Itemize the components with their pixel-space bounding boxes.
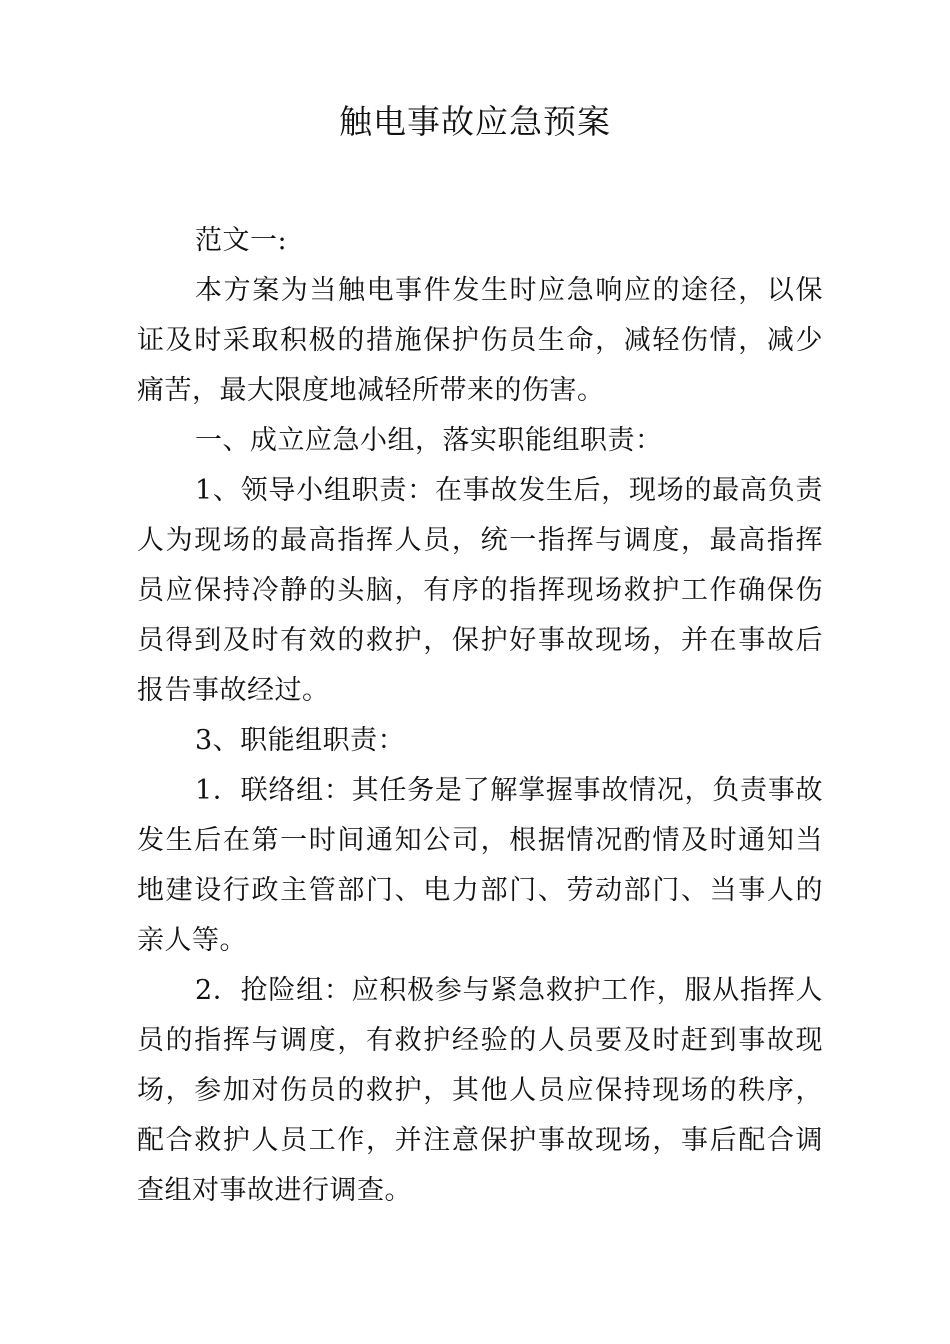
paragraph-rescue-group: 2．抢险组：应积极参与紧急救护工作，服从指挥人员的指挥与调度，有救护经验的人员要及时赶到事故现场，参加对伤员的救护，其他人员应保持现场的秩序，配合救护人员工作，并注意保护事故现场，事后配合调查组对事故进行调查。: [137, 975, 823, 1206]
document-title: 触电事故应急预案: [339, 102, 611, 141]
paragraph-section-heading: 一、成立应急小组，落实职能组职责：: [195, 425, 663, 456]
paragraph-intro-label: 范文一:: [195, 225, 288, 256]
document-body: [137, 216, 823, 1216]
paragraph-leadership-duties: 1、领导小组职责：在事故发生后，现场的最高负责人为现场的最高指挥人员，统一指挥与调度，最高指挥员应保持冷静的头脑，有序的指挥现场救护工作确保伤员得到及时有效的救护，保护好事故现场，并在事故后报告事故经过。: [137, 475, 823, 706]
paragraph-purpose: 本方案为当触电事件发生时应急响应的途径，以保证及时采取积极的措施保护伤员生命，减轻伤情，减少痛苦，最大限度地减轻所带来的伤害。: [137, 275, 823, 406]
paragraph-liaison-group: 1．联络组：其任务是了解掌握事故情况，负责事故发生后在第一时间通知公司，根据情况酌情及时通知当地建设行政主管部门、电力部门、劳动部门、当事人的亲人等。: [137, 775, 823, 956]
paragraph-functional-duties-heading: 3、职能组职责：: [195, 725, 406, 756]
